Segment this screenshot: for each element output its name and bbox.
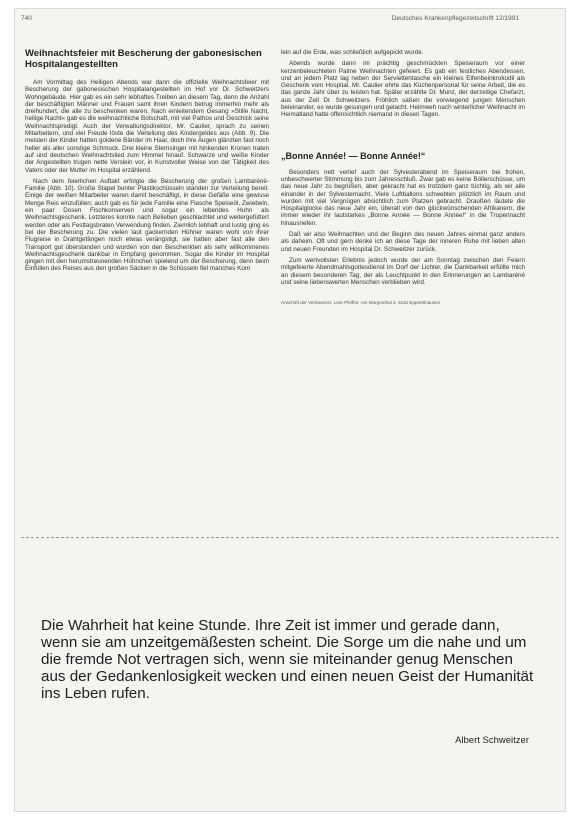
body-paragraph: lein auf die Erde, was schließlich aufgepickt wurde.	[281, 49, 424, 56]
journal-title: Deutsches Krankenpflegezeitschrift 12/1991	[391, 15, 519, 22]
body-paragraph: Abends wurde dann im prächtig geschmückten Speiseraum vor einer kerzenbeleuchteten Palme Weihnachten gefeiert. Es gab ein festliches Abendessen, und an jedem Platz lag neben der Serviettentasche ein kleines Elfenbeinkrokodil als Geschenk vom Hospital. Mr. Caulier ehrte das Küchenpersonal für seine Arbeit, die es das ganze Jahr über zu leisten hat. Später erzählte Dr. Munz, der derzeitige Chefarzt, aus der Zeit Dr. Schweitzers. Fröhlich saßen die vorwiegend jungen Menschen beieinander, es wurde gesungen und gelacht. Heimweh nach winterlicher Weihnacht im Heimatland hatte offensichtlich niemand in diesen Tagen.	[281, 60, 525, 119]
article-title: Weihnachtsfeier mit Bescherung der gabonesischen Hospitalangestellten	[25, 48, 262, 70]
section-heading: „Bonne Année! — Bonne Année!“	[281, 150, 426, 161]
body-paragraph: Am Vormittag des Heiligen Abends war dann die offizielle Weihnachtsfeier mit Bescherung der gabonesischen Hospitalangestellten im Hof vor Dr. Schweitzers Wohngebäude. Hier gab es ein sehr lebhaftes Treiben an diesem Tag, denn die Anzahl der beschäftigten Männer und Frauen samt ihren Kindern betrug immerhin mehr als dreihundert, die alle zu beschenken waren. Nach einleitendem Gesang »Stille Nacht, heilige Nacht« gab es die weihnachtliche Botschaft, mit viel Pathos und Geschick seine Weihnachtspredigt. Auch der Verwaltungsdirektor, Mr. Caulier, sprach zu seinen Mitarbeitern, und viel Freude löste die Verteilung des Kindergeldes aus (Abb. 9). Die meisten der Kinder hatten goldene Bänder im Haar, doch ihre Augen glänzten fast noch heller als aller sonstige Schmuck. Drei kleine Sternsinger mit hinkenden Kronen traten auf und deutschen Weihnachtslied zum Himmel hinauf. Schwarze und weiße Kinder der Angestellten trugen nette Verslein vor, in Kunstvoller Weise von der Tätigkeit des Vaters oder der Mutter im Hospital erzählend.	[25, 79, 269, 174]
page-number: 740	[21, 15, 32, 22]
running-header	[15, 15, 565, 29]
quote-author: Albert Schweitzer	[455, 735, 529, 746]
quotation: Die Wahrheit hat keine Stunde. Ihre Zeit ist immer und gerade dann, wenn sie am unzeitgemäßesten scheint. Die Sorge um die nahe und um die fremde Not vertragen sich, wenn sie miteinander genug Menschen aus der Gedankenlosigkeit wecken und einen neuen Geist der Humanität ins Leben rufen.	[41, 617, 534, 702]
left-column	[25, 49, 269, 277]
right-column	[281, 49, 525, 306]
author-address: Anschrift der Verfasserin: Lore Pfeiffer, Am Morgenthal 2, 6116 Eppertshausen	[281, 300, 441, 306]
dashed-divider	[21, 537, 559, 538]
body-paragraph: Besonders nett verlief auch der Sylvesterabend im Speiseraum bei frohen, unbeschwerter Stimmung bis zum Jahresschluß. Zwar gab es keine Böllerschüsse, um das neue Jahr zu begrüßen, aber gekracht hat es trotzdem ganz tüchtig, als wir alle einander in der Sylvesternacht. Viele Luftballons schwebten plötzlich im Raum und wurden mit viel Vergnügen absichtlich zum Platzen gebracht. Draußen läutete die Hospitalglocke das neue Jahr ein, überall von den glückwünschenden Afrikanern, die immer wieder ihr lautstarkes „Bonne Année — Bonne Année!“ in die Tropennacht hinausriefen.	[281, 168, 525, 227]
body-paragraph: Daß wir also Weihnachten und der Beginn des neuen Jahres einmal ganz anders als daheim. Oft und gern denke ich an diese Tage der inneren Ruhe mit lieben alten und neuen Freunden im Hospital Dr. Schweitzer zurück.	[281, 231, 525, 253]
body-paragraph: Nach dem feierlichen Auftakt erfolgte die Bescherung der großen Lambaréné-Familie (Abb. 10). Große Stapel bunter Plastikschüsseln standen zur Verteilung bereit. Einige der weißen Mitarbeiter waren damit beschäftigt, in diese Gefäße eine gewisse Menge Reis einzufüllen; auch gab es für jede Familie eine Flasche Speiseöl, Zwiebeln, ein paar Dosen Fischkonserven und sogar ein lebendes Huhn als Weihnachtsgeschenk. Letzteres konnte nach Belieben geschlachtet und weitergefüttert werden oder als Festtagsbraten Verwendung finden. Ziemlich lebhaft und lustig ging es bei der Bescherung zu. Die vielen laut gackernden Hühner waren wohl von ihrer Flugreise in Drahtgefängen noch etwas verängstigt, sie hatten aber fast alle den Transport gut überstanden und wurden von den Beschenkten als sehr willkommenes Weihnachtsgeschenk dankbar in Empfang genommen. Sogar die Kinder im Hospital gingen mit den herumstreunenden Hühnchen spielend um der Bescherung, denn beim Einfüllen des Reises aus den großen Säcken in die Schüsseln fiel manches Korn	[25, 177, 269, 273]
document-page	[14, 8, 566, 812]
body-paragraph: Zum wertvollsten Erlebnis jedoch wurde der am Sonntag zwischen den Feiern mitgefeierte Abendmahlsgottesdienst im Dorf der Lichter, die Dankbarkeit erfüllte mich an diesem besonderen Tag, der als Leuchtpunkt in den Erinnerungen an Lambaréné und seine liebenswerten Menschen verblieben wird.	[281, 256, 525, 286]
